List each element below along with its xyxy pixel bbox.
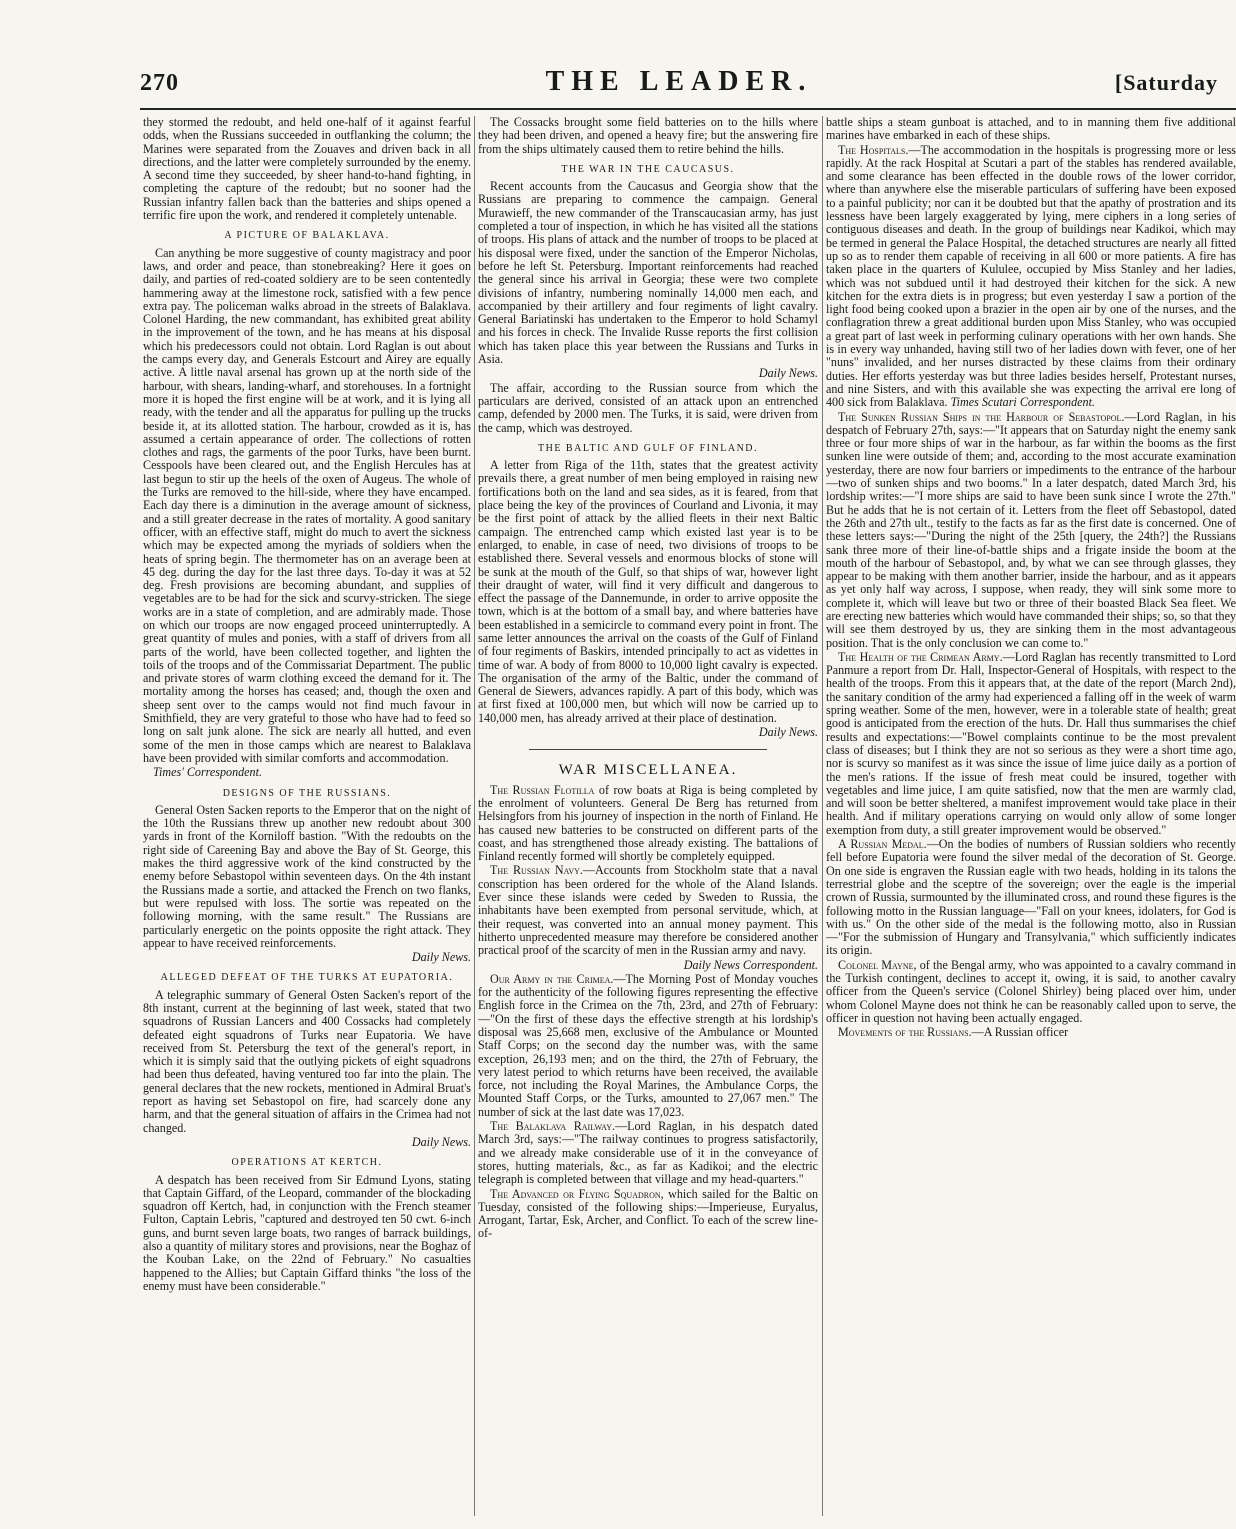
run-in-heading: Colonel Mayne, <box>838 957 917 972</box>
column-3 <box>826 116 1236 1516</box>
paragraph-text: —Accounts from Stockholm state that a naval conscription has been ordered for the whole of the Aland Islands. Ever since these islands were ceded by Sweden to Russia, the inhabitants have been exempted from personal servitude, which, at their request, was converted into an annual money payment. This hitherto unprecedented measure may therefore be considered another practical proof of the scarcity of men in the Russian army and navy. <box>478 863 818 958</box>
run-in-heading: The Sunken Russian Ships in the Harbour of Sebastopol. <box>838 409 1125 424</box>
newspaper-title: THE LEADER. <box>545 66 813 97</box>
article-paragraph <box>478 1188 818 1241</box>
article-paragraph <box>478 1120 818 1186</box>
run-in-heading: The Advanced or Flying Squadron, <box>490 1186 664 1201</box>
section-heading: THE WAR IN THE CAUCASUS. <box>561 163 735 175</box>
column-rule <box>474 116 475 1516</box>
run-in-heading: The Balaklava Railway. <box>490 1119 616 1134</box>
column-1 <box>143 116 471 1516</box>
article-paragraph <box>826 959 1236 1025</box>
section-divider <box>529 749 767 750</box>
section-heading: A PICTURE OF BALAKLAVA. <box>224 230 390 242</box>
article-paragraph <box>826 411 1236 650</box>
day-label: [Saturday <box>1114 70 1218 95</box>
article-paragraph: A letter from Riga of the 11th, states that the greatest activity prevails there, a great number of men being employed in raising new fortifications both on the land and sea sides, as it is feared, from that place being the key of the provinces of Courland and Livonia, it may be the first point of attack by the allied fleets in their next Baltic campaign. The entrenched camp which existed last year is to be enlarged, to enable, in case of need, two divisions of troops to be established there. Several vessels and enormous blocks of stone will be sunk at the mouth of the Gulf, so that ships of war, however light their draught of water, will find it very difficult and dangerous to effect the passage of the Dannemunde, in order to arrive opposite the town, which is at the bottom of a small bay, and where batteries have been established in a semicircle to command every point in front. The same letter announces the arrival on the coasts of the Gulf of Finland of four regiments of Baskirs, intended principally to act as videttes in time of war. A body of from 8000 to 10,000 light cavalry is expected. The organisation of the army of the Baltic, under the command of General de Siewers, advances rapidly. A part of this body, which was at first fixed at 100,000 men, but which will now be carried up to 140,000 men, has already arrived at their place of destination. <box>478 458 818 725</box>
paragraph-text: —On the bodies of numbers of Russian soldiers who recently fell before Eupatoria were found the silver medal of the decoration of St. George. On one side is engraven the Russian eagle with two heads, holding in its talons the terrestrial globe and the sceptre of the sovereign; over the eagle is the imperial crown of Russia, surmounted by the illuminated cross, and round these figures is the following motto in the Russian language—"Fall on your knees, idolaters, for God is with us." On the other side of the medal is the following motto, also in Russian—"For the submission of Hungary and Transylvania," which sufficiently indicates its origin. <box>826 837 1236 958</box>
header-rule <box>140 108 1236 110</box>
paragraph-text: which sailed for the Baltic on Tuesday, consisted of the following ships:—Imperieuse, Euryalus, Arrogant, Tartar, Esk, Archer, and Conflict. To each of the screw line-of- <box>478 1186 818 1241</box>
paragraph-text: —Lord Raglan, in his despatch dated March 3rd, says:—"The railway continues to progress satisfactorily, and we already make considerable use of it in the conveyance of stores, hutting materials, &c., as far as Kadikoi; and the electric telegraph is completed between that village and my head-quarters." <box>478 1119 818 1187</box>
section-heading: DESIGNS OF THE RUSSIANS. <box>222 787 392 799</box>
page-number: 270 <box>140 70 179 96</box>
run-in-heading: The Russian Flotilla <box>490 782 595 797</box>
section-heading: THE BALTIC AND GULF OF FINLAND. <box>537 442 759 454</box>
masthead <box>140 62 1218 102</box>
paragraph-text: —The Morning Post of Monday vouches for the authenticity of the following figures representing the effective English force in the Crimea on the 7th, 23rd, and 27th of February:—"On the first of these days the effective strength at his lordship's disposal was 25,668 men, exclusive of the Ambulance or Mounted Staff Corps; on the second day the number was, with the same exception, 26,193 men; and on the third, the 27th of February, the very latest period to which returns have been received, the available force, not including the Royal Marines, the Ambulance Corps, the Mounted Staff Corps, or the Turks, amounted to 27,067 men." The number of sick at the last date was 17,023. <box>478 971 818 1119</box>
article-paragraph: A despatch has been received from Sir Edmund Lyons, stating that Captain Giffard, of the Leopard, commander of the blockading squadron off Kertch, had, in conjunction with the French steamer Fulton, Captain Lebris, "captured and destroyed ten 50 cwt. 6-inch guns, and burnt seven large boats, two ranges of barrack buildings, also a quantity of military stores and provisions, near the Boghaz of the Kouban Lake, on the 22nd of February." No casualties happened to the Allies; but Captain Giffard thinks "the loss of the enemy must have been considerable." <box>143 1172 471 1293</box>
article-paragraph <box>826 1026 1236 1039</box>
column-rule <box>822 116 823 1516</box>
byline: Daily News Correspondent. <box>683 957 818 972</box>
article-paragraph <box>478 864 818 957</box>
paragraph-text: —Lord Raglan has recently transmitted to Lord Panmure a report from Dr. Hall, Inspector-General of Hospitals, with respect to the health of the troops. From this it appears that, at the date of the report (March 2nd), the sanitary condition of the army had experienced a falling off in the week of warm spring weather. Some of the men, however, were in a tolerable state of health; great good is anticipated from the erection of the huts. Dr. Hall thus summarises the chief results and expectations:—"Bowel complaints continue to be the most prevalent class of diseases; but I think they are not so serious as they were a short time ago, nor is scurvy so manifest as it was since the issue of lime juice daily as a portion of the men's rations. If the issue of fresh meat could be insured, together with vegetables and lime juice, I am quite satisfied, now that the men are warmly clad, and will soon be better sheltered, a manifest improvement would take place in their health. And if military operations carrying on would only allow of some longer exemption from duty, a still greater improvement would be observed." <box>826 649 1236 837</box>
byline: Daily News. <box>411 950 471 965</box>
section-heading: OPERATIONS AT KERTCH. <box>231 1157 383 1169</box>
article-paragraph <box>478 784 818 864</box>
article-paragraph: The affair, according to the Russian source from which the particulars are derived, consisted of an attack upon an entrenched camp, defended by 2000 men. The Turks, it is said, were driven from the camp, which was destroyed. <box>478 380 818 435</box>
byline: Times' Correspondent. <box>153 765 262 780</box>
article-paragraph: General Osten Sacken reports to the Emperor that on the night of the 10th the Russians threw up another new redoubt about 300 yards in front of the Korniloff bastion. "With the redoubts on the right side of Careening Bay and above the Bay of St. George, this makes the third aggressive work of the kind constructed by the enemy before Sebastopol within seventeen days. On the 4th instant the Russians made a sortie, and attacked the French on two flanks, but were repulsed with loss. The sortie was repeated on the following morning, with the same result." The Russians are particularly energetic on the points opposite the right attack. They appear to have received reinforcements. <box>143 802 471 950</box>
paragraph-text: —Lord Raglan, in his despatch of February 27th, says:—"It appears that on Saturday night the enemy sank three or four more ships of war in the harbour, as far within the booms as the first sunken line were outside of them; and, according to the most accurate examination yesterday, there are now four barriers or impediments to the entrance of the harbour—two of sunken ships and two booms." In a later despatch, dated March 3rd, his lordship writes:—"I more ships are said to have been sunk since I wrote the 27th." But he adds that he is not certain of it. Letters from the fleet off Sebastopol, dated the 26th and 27th ult., testify to the facts as far as the first date is concerned. One of these letters says:—"During the night of the 25th [query, the 24th?] the Russians sank three more of their line-of-battle ships and a frigate inside the boom at the mouth of the harbour of Sebastopol, and, by what we can see through glasses, they appear to be making with them another barrier, inside the harbour, and as it appears as yet only half way across, I suppose, when ready, they will sink some more to complete it, which will leave but two or three of their boasted Black Sea fleet. We are erecting new batteries which would have commanded their ships; so, so that they will see them destroyed by us, they are sinking them in the most advantageous position. That is the only conclusion we can come to." <box>826 409 1236 650</box>
article-paragraph <box>826 651 1236 837</box>
paragraph-text: of the Bengal army, who was appointed to a cavalry command in the Turkish contingent, declines to accept it, owing, it is said, to another cavalry officer from the Queen's service (Colonel Shirley) being placed over him, under whom Colonel Mayne does not think he can be reasonably called upon to serve, the officer in question not having been actually engaged. <box>826 957 1236 1025</box>
article-paragraph: The Cossacks brought some field batteries on to the hills where they had been driven, and opened a heavy fire; but the answering fire from the ships ultimately caused them to retire behind the hills. <box>478 116 818 156</box>
run-in-heading: The Hospitals. <box>838 142 909 157</box>
article-paragraph: Can anything be more suggestive of county magistracy and poor laws, and order and peace, than stonebreaking? Here it goes on daily, and parties of red-coated soldiery are to be seen contentedly hammering away at the limestone rock, satisfied with a few pence extra pay. The policeman walks abroad in the streets of Balaklava. Colonel Harding, the new commandant, has exhibited great ability in the improvement of the town, and he has means at his disposal which his predecessors could not obtain. Lord Raglan is out about the camps every day, and Generals Estcourt and Airey are equally active. A little naval arsenal has grown up at the north side of the harbour, with shears, landing-wharf, and storehouses. In a fortnight more it is hoped the first engine will be at work, and it is lying all ready, with the tender and all the apparatus for pulling up the trucks beside it, at its allotted station. The harbour, crowded as it is, has assumed a certain appearance of order. The collections of rotten clothes and rags, the garments of the poor Turks, have been burnt. Cesspools have been cleared out, and the English Hercules has at last begun to stir up the heels of the oxen of Augeus. The whole of the Turks are removed to the hill-side, where they have encamped. Each day there is a diminution in the average amount of sickness, and a still greater decrease in the rates of mortality. A good sanitary officer, with an effective staff, might do much to avert the sickness which may be expected among the myriads of soldiers when the heats of spring begin. The thermometer has on an average been at 45 deg. during the day for the last three days. To-day it was at 52 deg. Fresh provisions are becoming abundant, and supplies of vegetables are to be had for the sick and scurvy-stricken. The siege works are in a state of completion, and are admirably made. Those on which our troops are now engaged proceed uninterruptedly. A great quantity of mules and ponies, with a staff of drivers from all parts of the world, have been collected together, and lighten the toils of the troops and of the Commissariat Department. The public and private stores of warm clothing exceed the demand for it. The mortality among the horses has ceased; and, though the oxen and sheep sent over to the camps would not find much favour in Smithfield, they are very grateful to those who have had to feed so long on salt junk alone. The sick are nearly all hutted, and even some of the men in those camps which are nearest to Balaklava have been provided with similar comforts and accommodation. <box>143 245 471 765</box>
article-paragraph: they stormed the redoubt, and held one-half of it against fearful odds, when the Russians succeeded in outflanking the column; the Marines were separated from the Zouaves and driven back in all directions, and the latter were completely surrounded by the enemy. A second time they succeeded, by sheer hand-to-hand fighting, in completing the capture of the redoubt; but no sooner had the Russian infantry fallen back than the batteries and ships opened a terrific fire upon the work, and rendered it completely untenable. <box>143 116 471 223</box>
article-paragraph <box>478 973 818 1119</box>
byline: Daily News. <box>411 1134 471 1149</box>
run-in-heading: A Russian Medal. <box>838 837 927 852</box>
paragraph-text: of row boats at Riga is being completed by the enrolment of volunteers. General De Berg has returned from Helsingfors from his journey of inspection in the north of Finland. He has caused new batteries to be constructed on different parts of the coast, and has strengthened those already existing. The battalions of Finland recently formed will shortly be completely equipped. <box>478 782 818 864</box>
run-in-heading: The Health of the Crimean Army. <box>838 649 1003 664</box>
byline: Times Scutari Correspondent. <box>950 395 1095 410</box>
paragraph-text: —The accommodation in the hospitals is progressing more or less rapidly. At the rack Hospital at Scutari a part of the stables has rendered available, and some clearance has been effected in the double rows of the lower corridor, where than anywhere else the miserable particulars of suffering have been exposed to a painful publicity; nor can it be doubted but that the apathy of prostration and its lessness have been largely exaggerated by lying, mere ciphers in a long series of contiguous diseases and death. In the group of buildings near Kadikoi, which may be termed in general the Palace Hospital, the detached structures are nearly all fitted up so as to render them capable of receiving in all 600 or more patients. A fire has taken place in the quarters of Kululee, occupied by Miss Stanley and her ladies, which was not subdued until it had destroyed their kitchen for the sick. A new kitchen for the extra diets is in progress; but even yesterday I saw a portion of the light food being cooked upon a brazier in the open air by one of the nurses, and the conflagration threw a great additional burden upon Miss Stanley, who was occupied a great part of last week in performing culinary operations with her own hands. She is in every way unhanded, having still two of her ladies down with fever, one of her "nuns" invalided, and her nurses distracted by these claims from their ordinary duties. Her efforts yesterday was but three ladies besides herself, Protestant nurses, and nine Sisters, and with this available she was expecting the arrival ere long of 400 sick from Balaklava. <box>826 142 1236 410</box>
run-in-heading: The Russian Navy. <box>490 863 583 878</box>
byline: Daily News. <box>758 725 818 740</box>
article-paragraph: Recent accounts from the Caucasus and Georgia show that the Russians are preparing to commence the campaign. General Murawieff, the new commander of the Transcaucasian army, has just completed a tour of inspection, in which he has visited all the stations of troops. His plans of attack and the number of troops to be placed at his disposal were fixed, under the sanction of the Emperor Nicholas, before he left St. Petersburg. Important reinforcements had reached the general since his arrival in Georgia; these were two complete divisions of infantry, numbering nominally 14,000 men each, and accompanied by their artillery and four regiments of light cavalry. General Bariatinski has undertaken to the Emperor to hold Schamyl and his forces in check. The Invalide Russe reports the first collision which has taken place this year between the Russians and Turks in Asia. <box>478 179 818 367</box>
byline: Daily News. <box>758 366 818 381</box>
run-in-heading: Our Army in the Crimea. <box>490 971 614 986</box>
paragraph-text: —A Russian officer <box>971 1025 1069 1040</box>
section-heading-major: WAR MISCELLANEA. <box>558 762 738 779</box>
run-in-heading: Movements of the Russians. <box>838 1025 972 1040</box>
article-paragraph: battle ships a steam gunboat is attached, and to in manning them five additional marines have embarked in each of these ships. <box>826 116 1236 143</box>
article-paragraph: A telegraphic summary of General Osten Sacken's report of the 8th instant, current at the beginning of last week, stated that two squadrons of Russian Lancers and 400 Cossacks had completely defeated eight squadrons of Turks near Eupatoria. We have received from St. Petersburg the text of the general's report, in which it is simply said that the outlying pickets of eight squadrons had been thus defeated, having ventured too far into the plain. The general declares that the new rockets, mentioned in Admiral Bruat's report as having set Sebastopol on fire, had scarcely done any harm, and that the general situation of affairs in the Crimea had not changed. <box>143 987 471 1135</box>
article-paragraph <box>826 838 1236 958</box>
article-paragraph <box>826 144 1236 410</box>
section-heading: ALLEGED DEFEAT OF THE TURKS AT EUPATORIA. <box>160 972 454 984</box>
column-2 <box>478 116 818 1516</box>
